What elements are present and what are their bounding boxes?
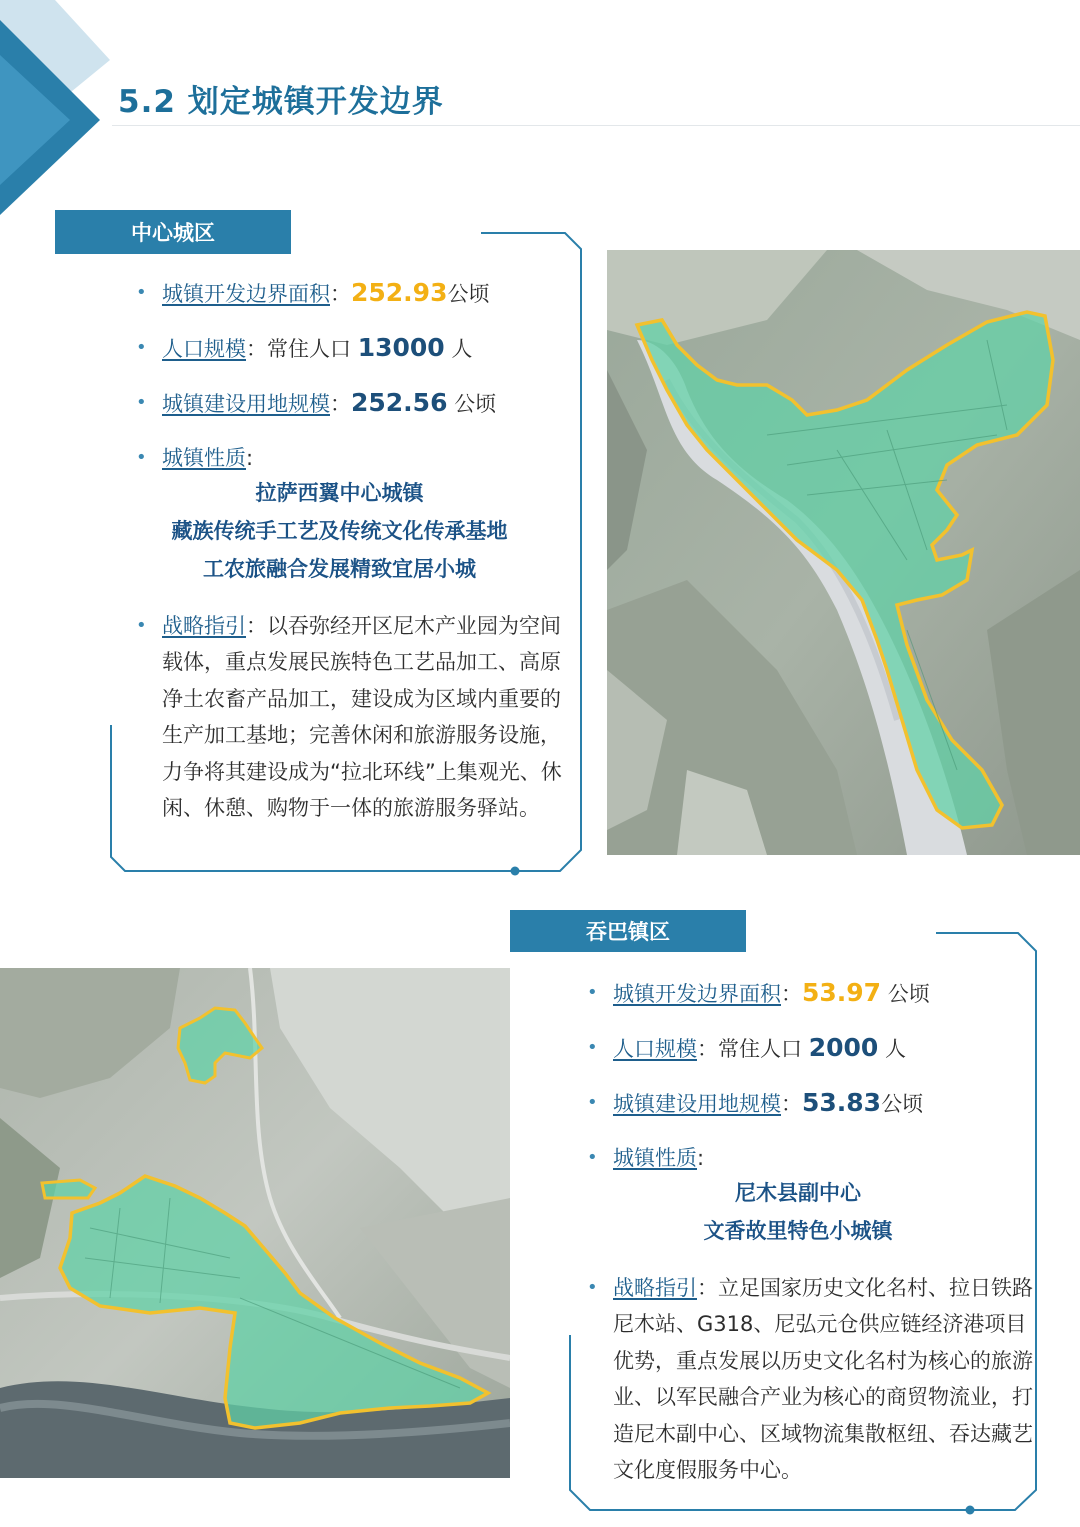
tunba-land-value: 53.83	[802, 1088, 882, 1117]
center-population-key: 人口规模	[162, 337, 246, 361]
tunba-population-key: 人口规模	[613, 1037, 697, 1061]
center-population-sep: ：常住人口	[246, 337, 358, 361]
center-land-unit: 公顷	[447, 392, 497, 416]
section-label-tunba: 吞巴镇区	[510, 910, 746, 952]
tunba-strategy-text: ：立足国家历史文化名村、拉日铁路尼木站、G318、尼弘元仓供应链经济港项目优势，重点发展以历史文化名村为核心的旅游业、以军民融合产业为核心的商贸物流业，打造尼木副中心、区域物流集散枢纽、吞达藏艺文化度假服务中心。	[613, 1276, 1033, 1483]
page-title: 5.2 划定城镇开发边界	[118, 84, 444, 120]
tunba-population-sep: ：常住人口	[697, 1037, 809, 1061]
tunba-area-sep: ：	[781, 982, 802, 1006]
tunba-nature-line-1: 尼木县副中心	[735, 1181, 861, 1205]
tunba-population-item	[563, 1030, 1033, 1067]
bullet-icon: •	[587, 1092, 598, 1113]
tunba-strategy-item	[563, 1270, 1033, 1488]
tunba-land-key: 城镇建设用地规模	[613, 1092, 781, 1116]
center-strategy-text: ：以吞弥经开区尼木产业园为空间载体，重点发展民族特色工艺品加工、高原净土农畜产品加工，建设成为区域内重要的生产加工基地；完善休闲和旅游服务设施，力争将其建设成为“拉北环线”上集观光、休闲、休憩、购物于一体的旅游服务驿站。	[162, 614, 562, 821]
header-triangle-decoration	[0, 0, 130, 230]
tunba-area-value: 53.97	[802, 978, 882, 1007]
center-nature-sep: :	[246, 446, 254, 470]
center-land-sep: ：	[330, 392, 351, 416]
center-info	[112, 275, 567, 844]
bullet-icon: •	[587, 1277, 598, 1298]
tunba-population-unit: 人	[878, 1037, 906, 1061]
tunba-nature-key: 城镇性质	[613, 1146, 697, 1170]
tunba-info	[563, 975, 1033, 1506]
center-population-item	[112, 330, 567, 367]
tunba-land-item	[563, 1085, 1033, 1122]
bullet-icon: •	[136, 392, 147, 413]
center-nature-key: 城镇性质	[162, 446, 246, 470]
center-area-sep: ：	[330, 282, 351, 306]
center-area-value: 252.93	[351, 278, 448, 307]
center-land-key: 城镇建设用地规模	[162, 392, 330, 416]
section-label-center: 中心城区	[55, 210, 291, 254]
center-land-item	[112, 385, 567, 422]
center-population-value: 13000	[357, 333, 445, 362]
center-area-unit: 公顷	[447, 282, 490, 306]
center-area-item	[112, 275, 567, 312]
tunba-land-unit: 公顷	[881, 1092, 924, 1116]
center-population-unit: 人	[444, 337, 473, 361]
center-strategy-key: 战略指引	[162, 614, 246, 638]
center-boundary-satellite-map	[607, 250, 1080, 855]
tunba-nature-item	[563, 1140, 1033, 1176]
bullet-icon: •	[587, 1037, 598, 1058]
bullet-icon: •	[136, 615, 147, 636]
tunba-boundary-satellite-map	[0, 968, 510, 1478]
center-nature-lines	[112, 474, 567, 588]
bullet-icon: •	[136, 282, 147, 303]
bullet-icon: •	[587, 982, 598, 1003]
tunba-land-sep: ：	[781, 1092, 802, 1116]
center-nature-line-3: 工农旅融合发展精致宜居小城	[203, 557, 476, 581]
center-nature-item	[112, 440, 567, 476]
bullet-icon: •	[136, 447, 147, 468]
center-land-value: 252.56	[351, 388, 448, 417]
tunba-area-item	[563, 975, 1033, 1012]
tunba-nature-line-2: 文香故里特色小城镇	[703, 1219, 893, 1243]
bullet-icon: •	[587, 1147, 598, 1168]
center-area-key: 城镇开发边界面积	[162, 282, 330, 306]
tunba-strategy-key: 战略指引	[613, 1276, 697, 1300]
tunba-nature-sep: :	[697, 1146, 705, 1170]
center-nature-line-1: 拉萨西翼中心城镇	[255, 481, 424, 505]
tunba-area-unit: 公顷	[881, 982, 930, 1006]
tunba-area-key: 城镇开发边界面积	[613, 982, 781, 1006]
center-nature-line-2: 藏族传统手工艺及传统文化传承基地	[171, 519, 508, 543]
bullet-icon: •	[136, 337, 147, 358]
tunba-population-value: 2000	[808, 1033, 879, 1062]
header-divider	[112, 125, 1080, 126]
tunba-nature-lines	[563, 1174, 1033, 1250]
center-strategy-item	[112, 608, 567, 826]
